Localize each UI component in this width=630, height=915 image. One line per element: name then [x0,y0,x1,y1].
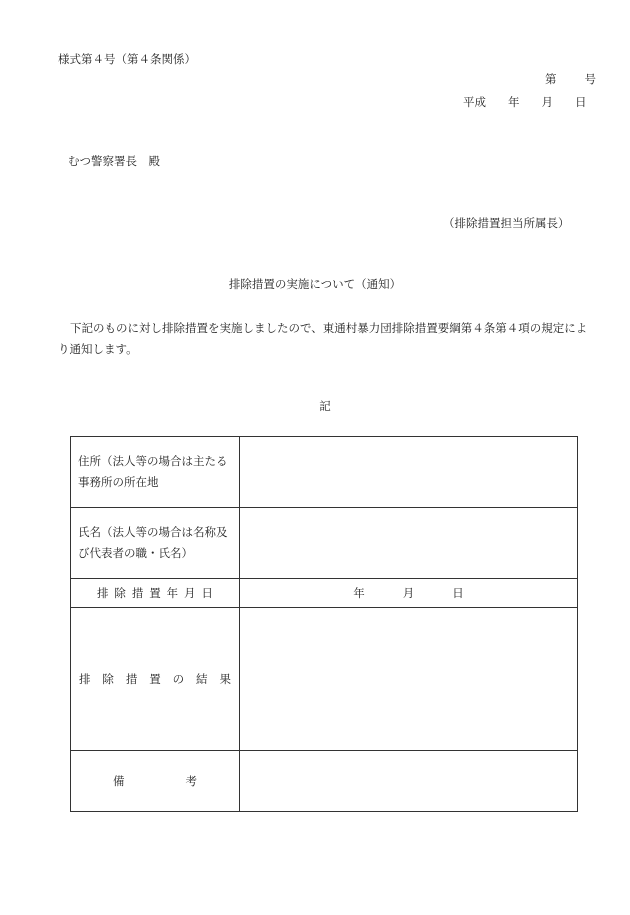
number-go: 号 [584,72,596,86]
name-label-cell [71,508,240,579]
date-label: 排 除 措 置 年 月 日 [97,586,213,600]
result-label-cell [71,608,240,751]
address-label-cell [71,437,240,508]
date-day: 日 [575,95,587,109]
number-dai: 第 [545,72,557,86]
name-value-cell[interactable] [240,508,578,579]
body-text: 下記のものに対し排除措置を実施しましたので、東通村暴力団排除措置要綱第４条第４項の規定により通知します。 [58,321,588,356]
table-row-address [71,437,578,508]
remarks-value-cell[interactable] [240,751,578,812]
document-number-line [545,71,596,87]
date-month: 月 [541,95,553,109]
remarks-label-cell [71,751,240,812]
date-year: 年 [508,95,520,109]
address-value-cell[interactable] [240,437,578,508]
document-title: 排除措置の実施について（通知） [228,277,402,291]
name-label: 氏名（法人等の場合は名称及び代表者の職・氏名） [78,525,228,560]
date-era: 平成 [463,95,486,109]
date-label-cell [71,579,240,608]
addressee: むつ警察署長 殿 [68,154,160,168]
table-row-remarks [71,751,578,812]
date-value-day: 日 [452,586,464,600]
detail-table [70,436,578,812]
result-value-cell[interactable] [240,608,578,751]
address-label: 住所（法人等の場合は主たる事務所の所在地 [78,454,228,489]
date-value-year: 年 [353,586,365,600]
table-row-name [71,508,578,579]
table-row-date [71,579,578,608]
result-label: 排 除 措 置 の 結 果 [79,672,231,686]
document-date-line [463,94,587,110]
date-value-cell[interactable] [240,579,578,608]
date-value-month: 月 [402,586,415,600]
form-number-label: 様式第４号（第４条関係） [58,52,196,66]
remarks-label: 備 考 [113,774,197,788]
ki-heading: 記 [319,399,331,413]
sender: （排除措置担当所属長） [443,216,570,230]
date-value [240,585,577,601]
table-row-result [71,608,578,751]
